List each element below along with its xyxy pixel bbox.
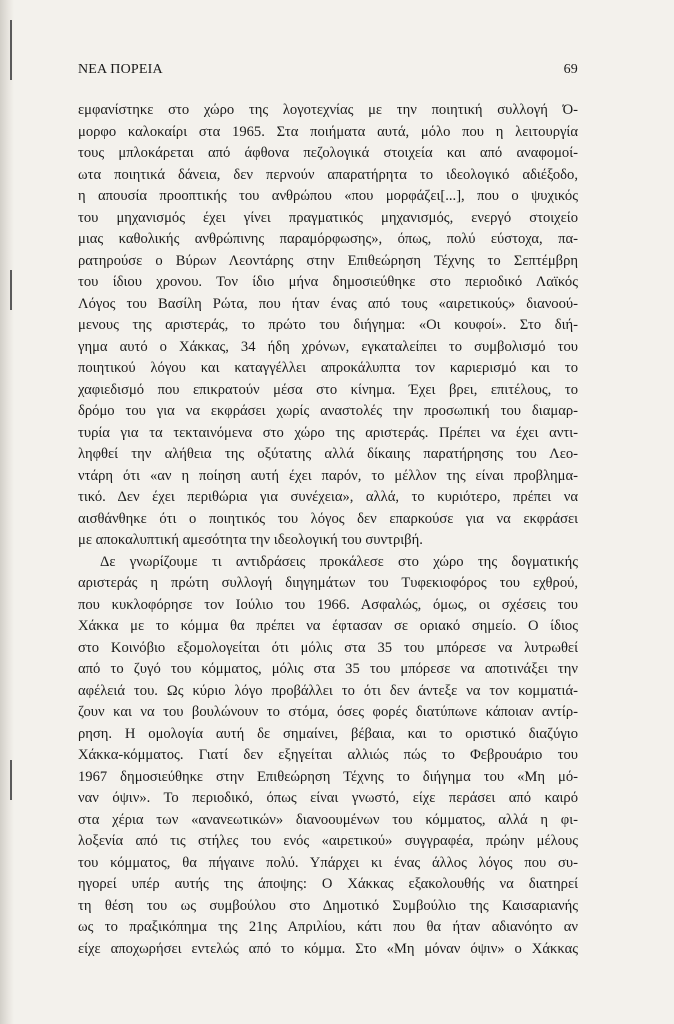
text-line: μιας καθολικής ανθρώπινης παραμόρφωσης», όπως, πολύ εύστοχα, πα-	[78, 231, 578, 247]
binding-edge	[0, 0, 14, 1024]
text-line: εμφανίστηκε στο χώρο της λογοτεχνίας με την ποιητική συλλογή Ό-	[78, 102, 578, 118]
text-line: ναν όψιν». Το περιοδικό, όπως είναι γνωστό, είχε περάσει από καιρό	[78, 790, 578, 806]
text-line: τυρία για τα τεκταινόμενα στο χώρο της αριστεράς. Πρέπει να έχει αντι-	[78, 424, 578, 441]
text-line: χαφιεδισμό που επικρατούν μέσα στο κίνημα. Έχει βρει, επιτέλους, το	[78, 381, 578, 398]
text-line: με αποκαλυπτική αμεσότητα την ιδεολογική του συντριβή.	[78, 532, 423, 548]
text-line: ποιητικού λόγου και καταγγέλλει απροκάλυπτα τον καριερισμό και το	[78, 360, 578, 376]
binding-mark-top	[10, 20, 12, 80]
body-text	[78, 100, 578, 960]
text-line: τους μπλοκάρεται από άφθονα πεζολογικά στοιχεία και από αναφομοί-	[78, 145, 578, 161]
text-line: στο Κοινόβιο εξομολογείται ότι μόλις στα 35 του μπόρεσε να λυτρωθεί	[78, 639, 578, 656]
text-line: του μηχανισμός έχει γίνει πραγματικός μηχανισμός, ενεργό στοιχείο	[78, 209, 578, 226]
text-line: Χάκκα με το κόμμα θα πρέπει να έφτασαν σε οριακό σημείο. Ο ίδιος	[78, 618, 578, 634]
text-line: 1967 δημοσιεύθηκε στην Επιθεώρηση Τέχνης το διήγημα του «Μη μό-	[78, 768, 578, 785]
text-line: ηγορεί υπέρ αυτής της άποψης: Ο Χάκκας εξακολουθής να διατηρεί	[78, 876, 578, 892]
text-line: δρόμο του για να εκφράσει χωρίς αναστολές την προσωπική του διαμαρ-	[78, 403, 578, 419]
text-line: ρηση. Η ομολογία αυτή δε σημαίνει, βέβαια, και το οριστικό διαζύγιο	[78, 725, 578, 742]
text-line: αφέλειά του. Ως κύριο λόγο προβάλλει το ότι δεν άντεξε να τον κομματιά-	[78, 682, 578, 699]
binding-mark-mid	[10, 270, 12, 310]
running-head	[78, 62, 578, 78]
text-line: η απουσία προοπτικής του ανθρώπου «που μορφάζει[...], που ο ψυχικός	[78, 188, 578, 204]
text-line: από το ζυγό του κόμματος, μόλις στα 35 του μπόρεσε να αποτινάξει την	[78, 661, 578, 677]
text-line: που κυκλοφόρησε τον Ιούλιο του 1966. Ασφαλώς, όμως, οι σχέσεις του	[78, 596, 578, 613]
binding-mark-low	[10, 760, 12, 800]
text-line: Λόγος του Βασίλη Ρώτα, που ήταν ένας από τους «αιρετικούς» διανοού-	[78, 295, 578, 312]
text-line: γημα αυτό ο Χάκκας, 34 ήδη χρόνων, εγκαταλείπει το συμβολισμό του	[78, 338, 578, 355]
page-number: 69	[563, 62, 578, 77]
text-line: ζουν και να του βουλώνουν το στόμα, όσες φορές διατύπωνε κάποιαν αντίρ-	[78, 704, 578, 720]
text-line: είχε αποχωρήσει εντελώς από το κόμμα. Στο «Μη μόναν όψιν» ο Χάκκας	[78, 940, 578, 957]
text-line: αριστεράς η πρώτη συλλογή διηγημάτων του Τυφεκιοφόρος του εχθρού,	[78, 575, 578, 591]
text-line: ληφθεί την αλήθεια της οξύτατης αλλά δίκαιης παρατήρησης του Λεο-	[78, 446, 578, 462]
text-line: ως το πραξικόπημα της 21ης Απριλίου, κάτι που θα ήταν αδιανόητο αν	[78, 919, 578, 935]
text-line: μορφο καλοκαίρι στα 1965. Στα ποιήματα αυτά, μόλο που η λειτουργία	[78, 123, 578, 140]
text-line: ρατηρούσε ο Βύρων Λεοντάρης στην Επιθεώρηση Τέχνης το Σεπτέμβρη	[78, 252, 578, 269]
paragraph-2	[78, 552, 578, 961]
document-page	[78, 62, 578, 960]
text-line: ωτα ποιητικά δάνεια, δεν περνούν απαρατήρητα το ιδεολογικό αδιέξοδο,	[78, 166, 578, 183]
text-line: του ίδιου χρονου. Τον ίδιο μήνα δημοσιεύθηκε στο περιοδικό Λαϊκός	[78, 274, 578, 290]
text-line: τη θέση του ως συμβούλου στο Δημοτικό Συμβούλιο της Καισαριανής	[78, 897, 578, 914]
text-line: τικό. Δεν έχει περιθώρια για συνέχεια», αλλά, το κυριότερο, πρέπει να	[78, 489, 578, 505]
text-line: ντάρη ότι «αν η ποίηση αυτή έχει παρόν, το μέλλον της είναι προβλημα-	[78, 467, 578, 484]
journal-title: ΝΕΑ ΠΟΡΕΙΑ	[78, 62, 163, 77]
text-line: στα χέρια των «ανανεωτικών» διανοουμένων του κόμματος, αλλά η φι-	[78, 811, 578, 828]
text-line: αισθάνθηκε ότι ο ποιητικός του λόγος δεν επαρκούσε για να εκφράσει	[78, 510, 578, 527]
text-line: Χάκκα-κόμματος. Γιατί δεν εξηγείται αλλιώς πώς το Φεβρουάριο του	[78, 747, 578, 763]
text-line: Δε γνωρίζουμε τι αντιδράσεις προκάλεσε στο χώρο της δογματικής	[100, 553, 578, 570]
paragraph-1	[78, 100, 578, 552]
text-line: μενους της αριστεράς, το πρώτο του διήγημα: «Οι κουφοί». Στο διή-	[78, 317, 578, 333]
text-line: λοξενία από τις στήλες του ενός «αιρετικού» συγγραφέα, πρώην μέλους	[78, 833, 578, 849]
text-line: του κόμματος, θα πήγαινε πολύ. Υπάρχει κι ένας άλλος λόγος που συ-	[78, 854, 578, 871]
